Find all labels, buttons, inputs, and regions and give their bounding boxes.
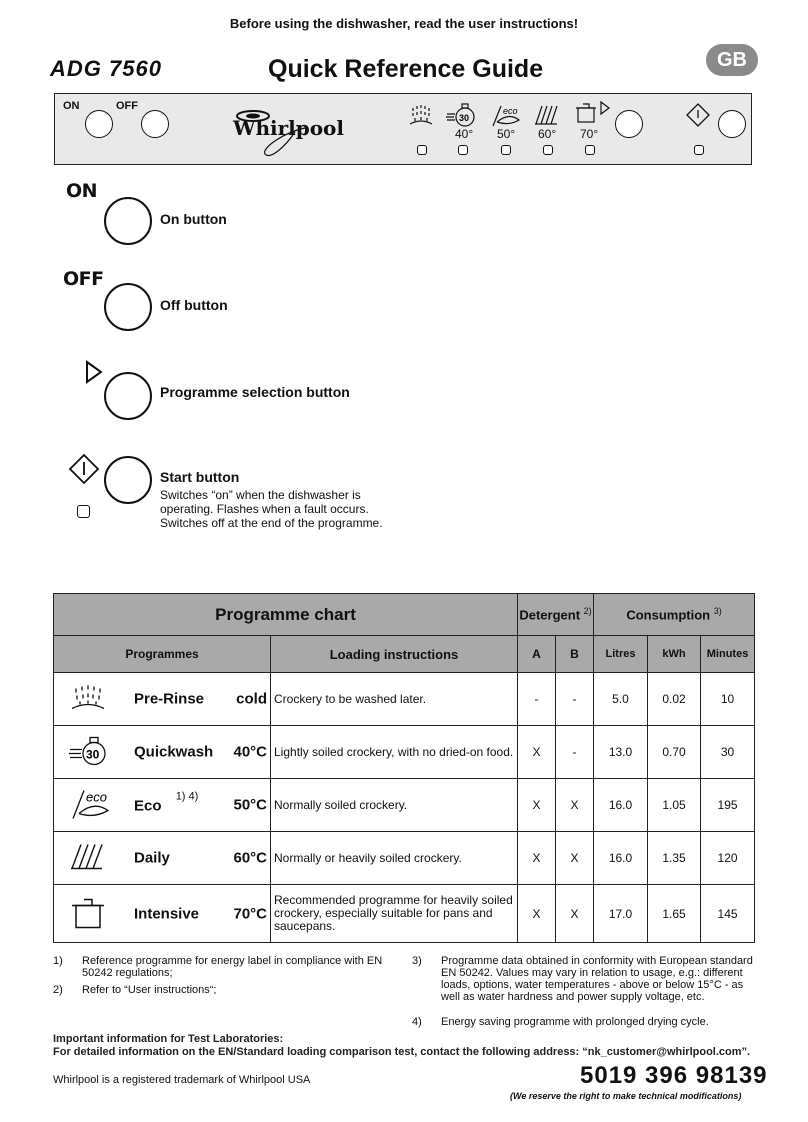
table-row xyxy=(54,726,755,779)
col-a: A xyxy=(518,636,556,673)
panel-on-button[interactable] xyxy=(85,110,113,138)
chart-title: Programme chart xyxy=(54,594,518,636)
quickwash-30-icon xyxy=(68,735,112,770)
programme-note: 1) 4) xyxy=(175,790,199,803)
panel-on-label: ON xyxy=(63,100,80,112)
part-number: 5019 396 98139 xyxy=(580,1062,768,1089)
programme-temp: 50°C xyxy=(233,796,267,814)
control-panel xyxy=(54,93,752,165)
loading-instructions: Normally or heavily soiled crockery. xyxy=(271,832,518,885)
programme-name: Quickwash xyxy=(134,743,214,761)
detergent-a: X xyxy=(518,885,556,943)
consumption-header: Consumption $^{3)}$ xyxy=(594,594,755,636)
footnote-2-num: 2) xyxy=(53,984,63,996)
detergent-b: X xyxy=(556,832,594,885)
programme-temp: 60°C xyxy=(233,849,267,867)
test-lab-text: For detailed information on the EN/Standard loading comparison test, contact the following address: “nk_customer@whirlpool.com”. xyxy=(53,1046,751,1058)
led-eco xyxy=(501,145,511,155)
detergent-b: - xyxy=(556,726,594,779)
footnote-4: Energy saving programme with prolonged drying cycle. xyxy=(441,1016,709,1028)
temp-50: 50° xyxy=(497,127,516,141)
start-button-label: Start button xyxy=(160,469,240,485)
programme-button-circle[interactable] xyxy=(104,372,152,420)
footnote-3-num: 3) xyxy=(412,955,422,967)
programme-temp: cold xyxy=(236,690,267,708)
programme-button-label: Programme selection button xyxy=(160,384,350,400)
programme-temp: 40°C xyxy=(233,743,267,761)
start-diamond-icon xyxy=(685,102,711,133)
programme-cell xyxy=(54,673,271,726)
temp-60: 60° xyxy=(538,127,557,141)
programme-cell xyxy=(54,779,271,832)
test-lab-title: Important information for Test Laboratories: xyxy=(53,1033,284,1045)
programme-cell xyxy=(54,726,271,779)
programme-chart xyxy=(53,593,755,943)
detergent-b: X xyxy=(556,779,594,832)
detergent-a: - xyxy=(518,673,556,726)
prerinse-spray-icon xyxy=(68,683,108,716)
start-button-description: Switches “on” when the dishwasher is operating. Flashes when a fault occurs. Switches off at the end of the programme. xyxy=(160,488,383,530)
start-button-circle[interactable] xyxy=(104,456,152,504)
page-title: Quick Reference Guide xyxy=(268,55,544,83)
led-start xyxy=(694,145,704,155)
brand-text: Whirlpool xyxy=(233,116,344,140)
temp-40: 40° xyxy=(455,127,474,141)
col-loading: Loading instructions xyxy=(271,636,518,673)
table-row xyxy=(54,779,755,832)
start-led-icon xyxy=(77,505,90,518)
temp-70: 70° xyxy=(580,127,599,141)
col-minutes: Minutes xyxy=(701,636,755,673)
kwh: 0.70 xyxy=(648,726,701,779)
footnote-1-num: 1) xyxy=(53,955,63,967)
off-button-label: Off button xyxy=(160,297,228,313)
minutes: 195 xyxy=(701,779,755,832)
play-triangle-icon xyxy=(85,360,103,389)
footnote-1: Reference programme for energy label in compliance with EN 50242 regulations; xyxy=(82,955,383,979)
svg-text:eco: eco xyxy=(503,106,518,116)
intensive-pot-icon xyxy=(575,100,611,129)
model-number: ADG 7560 xyxy=(50,56,162,81)
prerinse-spray-icon xyxy=(407,104,435,133)
start-symbol-icon xyxy=(68,453,100,490)
col-b: B xyxy=(556,636,594,673)
footnote-3: Programme data obtained in conformity with European standard EN 50242. Values may vary in relation to usage, e.g.: different loads, options, water temperatures - above or below 15°C - as well as water hardness and power supply voltage, etc. xyxy=(441,955,753,1003)
col-programmes: Programmes xyxy=(54,636,271,673)
programme-name: Pre-Rinse xyxy=(134,690,205,708)
minutes: 30 xyxy=(701,726,755,779)
panel-off-button[interactable] xyxy=(141,110,169,138)
footnote-4-num: 4) xyxy=(412,1016,422,1028)
panel-programme-button[interactable] xyxy=(615,110,643,138)
programme-cell xyxy=(54,832,271,885)
panel-off-label: OFF xyxy=(116,100,138,112)
programme-name: Daily xyxy=(134,849,170,867)
table-row xyxy=(54,832,755,885)
programme-cell xyxy=(54,885,271,943)
litres: 16.0 xyxy=(594,832,648,885)
kwh: 1.35 xyxy=(648,832,701,885)
table-row xyxy=(54,885,755,943)
whirlpool-logo xyxy=(225,102,345,160)
led-daily xyxy=(543,145,553,155)
on-symbol: ON xyxy=(66,180,98,202)
col-litres: Litres xyxy=(594,636,648,673)
detergent-a: X xyxy=(518,779,556,832)
detergent-b: - xyxy=(556,673,594,726)
eco-leaf-icon xyxy=(68,787,112,824)
detergent-header: Detergent $^{2)}$ xyxy=(518,594,594,636)
off-button-circle[interactable] xyxy=(104,283,152,331)
led-prerinse xyxy=(417,145,427,155)
minutes: 10 xyxy=(701,673,755,726)
litres: 16.0 xyxy=(594,779,648,832)
loading-instructions: Lightly soiled crockery, with no dried-on food. xyxy=(271,726,518,779)
top-note: Before using the dishwasher, read the user instructions! xyxy=(229,16,579,31)
panel-start-button[interactable] xyxy=(718,110,746,138)
programme-temp: 70°C xyxy=(233,905,267,922)
detergent-a: X xyxy=(518,726,556,779)
svg-text:30: 30 xyxy=(86,747,100,762)
table-row xyxy=(54,673,755,726)
on-button-circle[interactable] xyxy=(104,197,152,245)
footnote-2: Refer to “User instructions“; xyxy=(82,984,217,996)
kwh: 0.02 xyxy=(648,673,701,726)
daily-glasses-icon xyxy=(68,842,108,875)
on-button-label: On button xyxy=(160,211,227,227)
litres: 17.0 xyxy=(594,885,648,943)
minutes: 120 xyxy=(701,832,755,885)
language-badge: GB xyxy=(706,44,758,76)
litres: 5.0 xyxy=(594,673,648,726)
intensive-pot-icon xyxy=(68,894,108,933)
kwh: 1.65 xyxy=(648,885,701,943)
litres: 13.0 xyxy=(594,726,648,779)
led-quickwash xyxy=(458,145,468,155)
detergent-a: X xyxy=(518,832,556,885)
svg-text:eco: eco xyxy=(86,789,107,805)
trademark-note: Whirlpool is a registered trademark of Whirlpool USA xyxy=(53,1074,311,1086)
col-kwh: kWh xyxy=(648,636,701,673)
loading-instructions: Normally soiled crockery. xyxy=(271,779,518,832)
off-symbol: OFF xyxy=(63,268,104,290)
reserve-note: (We reserve the right to make technical modifications) xyxy=(510,1091,742,1101)
loading-instructions: Crockery to be washed later. xyxy=(271,673,518,726)
svg-text:30: 30 xyxy=(459,113,470,123)
kwh: 1.05 xyxy=(648,779,701,832)
programme-name: Eco $^{1) 4)}$ xyxy=(134,790,199,815)
programme-name: Intensive xyxy=(134,905,200,922)
minutes: 145 xyxy=(701,885,755,943)
test-lab-info xyxy=(53,1033,750,1059)
led-intensive xyxy=(585,145,595,155)
detergent-b: X xyxy=(556,885,594,943)
loading-instructions: Recommended programme for heavily soiled crockery, especially suitable for pans and saucepans. xyxy=(271,885,518,943)
